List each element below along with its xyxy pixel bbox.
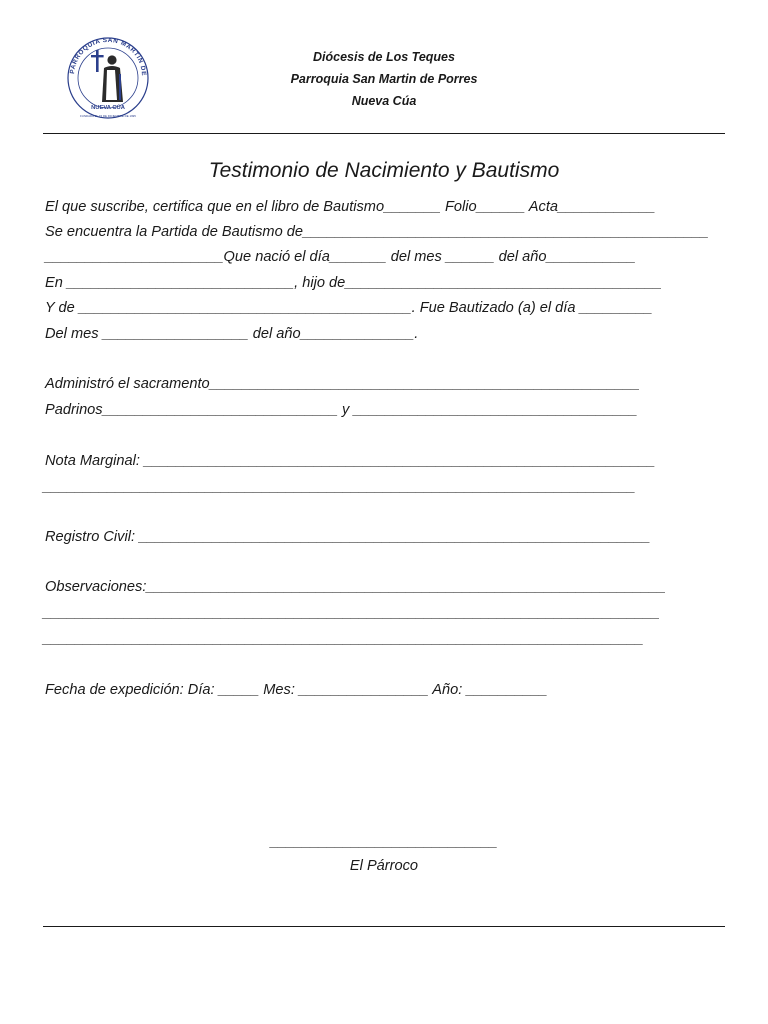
document-header bbox=[234, 46, 534, 112]
form-line-fecha-expedicion: Fecha de expedición: Día: _____ Mes: ________________ Año: __________ bbox=[45, 682, 548, 698]
form-line-ministro: Administró el sacramento_____________________________________________________ bbox=[45, 376, 640, 392]
form-line-mes-ano: Del mes __________________ del año______________. bbox=[45, 326, 419, 342]
logo-founded-text: FUNDADA EL 15 DE DICIEMBRE DE 1995 bbox=[80, 114, 136, 118]
form-line-registro-civil: Registro Civil: _______________________________________________________________ bbox=[45, 529, 651, 545]
form-line-nota-marginal: Nota Marginal: _______________________________________________________________ bbox=[45, 453, 656, 469]
form-line-nacimiento: ______________________Que nació el día_______ del mes ______ del año___________ bbox=[45, 249, 636, 265]
header-divider bbox=[43, 133, 725, 134]
logo-arc-text: PARROQUIA SAN MARTIN DE bbox=[69, 36, 148, 77]
parish-logo bbox=[60, 24, 156, 124]
svg-text:PARROQUIA SAN MARTIN DE PORRES bbox=[60, 24, 147, 77]
document-title: Testimonio de Nacimiento y Bautismo bbox=[208, 159, 560, 182]
parish-name: Parroquia San Martin de Porres bbox=[290, 72, 478, 86]
diocese-name: Diócesis de Los Teques bbox=[313, 50, 455, 64]
signature-line: ____________________________ bbox=[270, 834, 498, 850]
footer-divider bbox=[43, 926, 725, 927]
form-line-lugar-hijo: En ____________________________, hijo de_______________________________________ bbox=[45, 275, 662, 291]
form-line-observaciones: Observaciones:________________________________________________________________ bbox=[45, 579, 666, 595]
form-line-libro: El que suscribe, certifica que en el libro de Bautismo_______ Folio______ Acta____________ bbox=[45, 199, 656, 215]
form-line-nota-marginal-cont: _________________________________________________________________________ bbox=[43, 479, 636, 495]
form-line-madre-bautizo: Y de _________________________________________. Fue Bautizado (a) el día _________ bbox=[45, 300, 653, 316]
form-line-partida: Se encuentra la Partida de Bautismo de__________________________________________________ bbox=[45, 224, 709, 240]
form-line-observaciones-cont-1: ____________________________________________________________________________ bbox=[43, 605, 660, 621]
form-line-padrinos: Padrinos_____________________________ y ___________________________________ bbox=[45, 402, 638, 418]
logo-town-text: NUEVA CÚA bbox=[91, 105, 125, 111]
signature-label: El Párroco bbox=[349, 858, 419, 874]
form-line-observaciones-cont-2: __________________________________________________________________________ bbox=[43, 631, 644, 647]
town-name: Nueva Cúa bbox=[351, 94, 417, 108]
